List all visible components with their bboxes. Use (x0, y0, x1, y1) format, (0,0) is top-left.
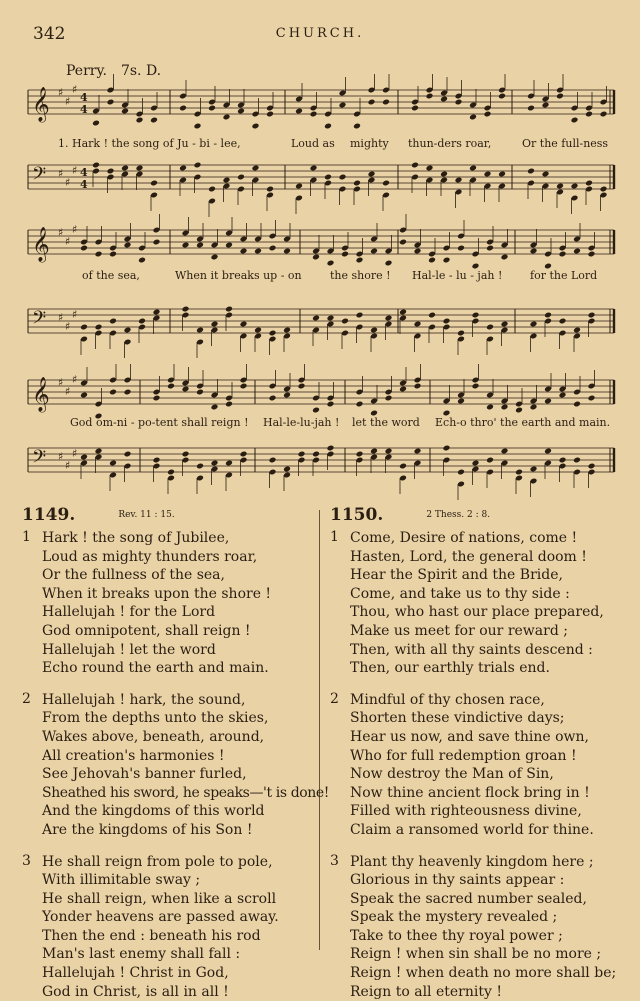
verse-line: Hallelujah ! hark, the sound, (22, 691, 322, 710)
note-head (121, 108, 129, 115)
verse-line: Come, and take us to thy side : (330, 585, 630, 604)
verse-line: Man's last enemy shall fall : (22, 945, 322, 964)
note-head (283, 392, 291, 399)
note-head (472, 312, 480, 319)
note-head (341, 251, 349, 258)
hymn-1149 (22, 505, 322, 1001)
note-head (254, 327, 262, 334)
sharp-sign: ♯ (58, 167, 63, 180)
note-head (327, 260, 335, 267)
treble-clef: 𝄞 (32, 227, 50, 263)
note-head (310, 111, 318, 118)
lyric-s3-a: God om-ni - po-tent shall reign ! (70, 416, 249, 429)
note-head (196, 327, 204, 334)
note-head (571, 117, 579, 124)
note-head (327, 315, 335, 322)
bass-clef: 𝄢 (32, 447, 46, 472)
note-head (370, 448, 378, 455)
note-head (385, 315, 393, 322)
note-head (269, 330, 277, 337)
note-head (515, 469, 523, 476)
note-head (136, 117, 144, 124)
verse-line: Hallelujah ! for the Lord (22, 603, 322, 622)
sharp-sign: ♯ (72, 308, 77, 321)
note-head (501, 404, 509, 411)
note-head (600, 111, 608, 118)
note-head (124, 451, 132, 458)
verse-line: Shorten these vindictive days; (330, 709, 630, 728)
note-head (457, 245, 465, 252)
verse-line: God omnipotent, shall reign ! (22, 622, 322, 641)
note-head (484, 171, 492, 178)
note-head (501, 254, 509, 261)
note-head (240, 451, 248, 458)
note-head (428, 312, 436, 319)
verse-line: Speak the mystery revealed ; (330, 908, 630, 927)
verse-line: Are the kingdoms of his Son ! (22, 821, 322, 840)
note-head (356, 312, 364, 319)
note-head (455, 99, 463, 106)
note-head (240, 321, 248, 328)
note-head (153, 395, 161, 402)
note-head (240, 383, 248, 390)
verse-line: Now destroy the Man of Sin, (330, 765, 630, 784)
verse-line: Hallelujah ! Christ in God, (22, 964, 322, 983)
lyric-s2-e: for the Lord (530, 269, 597, 282)
note-head (95, 251, 103, 258)
note-head (472, 460, 480, 467)
note-head (356, 401, 364, 408)
note-head (167, 469, 175, 476)
note-head (80, 245, 88, 252)
note-head (428, 257, 436, 264)
note-head (573, 248, 581, 255)
sharp-sign: ♯ (65, 176, 70, 189)
note-head (399, 386, 407, 393)
note-head (252, 123, 260, 130)
note-head (298, 451, 306, 458)
note-head (339, 174, 347, 181)
note-head (269, 395, 277, 402)
note-head (469, 165, 477, 172)
verse-line: When it breaks upon the shore ! (22, 585, 322, 604)
note-head (136, 165, 144, 172)
verse-line: Then, our earthly trials end. (330, 659, 630, 678)
note-head (455, 177, 463, 184)
stanza (22, 691, 322, 840)
note-head (414, 321, 422, 328)
lyric-s2-b: When it breaks up - on (175, 269, 302, 282)
stanza-number: 3 (330, 853, 339, 869)
note-head (573, 457, 581, 464)
note-head (225, 460, 233, 467)
note-head (310, 165, 318, 172)
sharp-sign: ♯ (65, 235, 70, 248)
verse-line: Reign ! when sin shall be no more ; (330, 945, 630, 964)
note-head (312, 451, 320, 458)
scripture-reference: Rev. 11 : 15. (118, 510, 174, 520)
verse-line: Mindful of thy chosen race, (330, 691, 630, 710)
note-head (399, 309, 407, 316)
verse-line: From the depths unto the skies, (22, 709, 322, 728)
note-head (295, 183, 303, 190)
note-head (353, 123, 361, 130)
sharp-sign: ♯ (72, 447, 77, 460)
note-head (585, 180, 593, 187)
hymn-number: 1150. (330, 505, 383, 525)
note-head (411, 162, 419, 169)
note-head (530, 321, 538, 328)
note-head (588, 251, 596, 258)
note-head (109, 251, 117, 258)
note-head (515, 407, 523, 414)
note-head (179, 105, 187, 112)
verse-line: Hallelujah ! let the word (22, 641, 322, 660)
note-head (556, 183, 564, 190)
note-head (556, 93, 564, 100)
note-head (411, 105, 419, 112)
note-head (559, 392, 567, 399)
note-head (440, 96, 448, 103)
note-head (327, 401, 335, 408)
sharp-sign: ♯ (72, 164, 77, 177)
sharp-sign: ♯ (58, 311, 63, 324)
verse-line: Plant thy heavenly kingdom here ; (330, 853, 630, 872)
bass-clef: 𝄢 (32, 164, 46, 189)
note-head (211, 404, 219, 411)
note-head (530, 466, 538, 473)
sharp-sign: ♯ (65, 320, 70, 333)
note-head (544, 312, 552, 319)
note-head (426, 93, 434, 100)
sharp-sign: ♯ (58, 86, 63, 99)
time-signature: 4 (80, 178, 88, 191)
note-head (124, 242, 132, 249)
verse-line: Who for full redemption groan ! (330, 747, 630, 766)
hymn-1150 (330, 505, 630, 1001)
note-head (544, 398, 552, 405)
note-head (530, 248, 538, 255)
verse-line: Wakes above, beneath, around, (22, 728, 322, 747)
verse-line: And the kingdoms of this world (22, 802, 322, 821)
note-head (527, 168, 535, 175)
note-head (107, 168, 115, 175)
note-head (95, 448, 103, 455)
verse-line: Echo round the earth and main. (22, 659, 322, 678)
note-head (223, 114, 231, 121)
note-head (312, 407, 320, 414)
treble-clef: 𝄞 (32, 87, 50, 123)
note-head (542, 102, 550, 109)
note-head (382, 180, 390, 187)
note-head (80, 392, 88, 399)
verse-line: Hear us now, and save thine own, (330, 728, 630, 747)
note-head (414, 383, 422, 390)
stanza (22, 529, 322, 678)
note-head (225, 306, 233, 313)
note-head (182, 386, 190, 393)
sharp-sign: ♯ (72, 83, 77, 96)
note-head (385, 395, 393, 402)
note-head (269, 245, 277, 252)
note-head (385, 448, 393, 455)
note-head (356, 451, 364, 458)
note-head (121, 165, 129, 172)
note-head (324, 123, 332, 130)
note-head (559, 318, 567, 325)
note-head (153, 309, 161, 316)
verse-line: All creation's harmonies ! (22, 747, 322, 766)
note-head (211, 321, 219, 328)
note-head (385, 260, 393, 267)
sharp-sign: ♯ (65, 385, 70, 398)
sharp-sign: ♯ (58, 226, 63, 239)
note-head (153, 457, 161, 464)
treble-clef: 𝄞 (32, 377, 50, 413)
note-head (138, 318, 146, 325)
note-head (266, 186, 274, 193)
note-head (498, 93, 506, 100)
note-head (501, 321, 509, 328)
lyric-s2-a: of the sea, (82, 269, 140, 282)
note-head (339, 102, 347, 109)
note-head (283, 248, 291, 255)
lyric-s1-c: mighty (350, 137, 389, 150)
note-head (559, 251, 567, 258)
lyric-s2-c: the shore ! (330, 269, 391, 282)
note-head (252, 165, 260, 172)
note-head (138, 257, 146, 264)
verse-line: Make us meet for our reward ; (330, 622, 630, 641)
note-head (356, 257, 364, 264)
verse-line: Take to thee thy royal power ; (330, 927, 630, 946)
note-head (182, 451, 190, 458)
stanza-number: 1 (330, 529, 339, 545)
note-head (469, 114, 477, 121)
lyric-s3-c: let the word (352, 416, 420, 429)
lyric-s3-d: Ech-o thro' the earth and main. (435, 416, 610, 429)
note-head (368, 99, 376, 106)
note-head (295, 108, 303, 115)
verse-line: With illimitable sway ; (22, 871, 322, 890)
note-head (588, 395, 596, 402)
note-head (501, 448, 509, 455)
note-head (237, 108, 245, 115)
verse-line: Yonder heavens are passed away. (22, 908, 322, 927)
running-head: CHURCH. (0, 26, 640, 41)
note-head (486, 245, 494, 252)
note-head (457, 469, 465, 476)
note-head (109, 389, 117, 396)
verse-line: See Jehovah's banner furled, (22, 765, 322, 784)
note-head (370, 248, 378, 255)
note-head (283, 327, 291, 334)
stanza (330, 691, 630, 840)
verse-line: Filled with righteousness divine, (330, 802, 630, 821)
note-head (208, 186, 216, 193)
note-head (153, 239, 161, 246)
note-head (486, 324, 494, 331)
note-head (107, 99, 115, 106)
verse-line: Hear the Spirit and the Bride, (330, 566, 630, 585)
note-head (194, 123, 202, 130)
verse-line: Then the end : beneath his rod (22, 927, 322, 946)
note-head (182, 242, 190, 249)
stanza-number: 2 (22, 691, 31, 707)
note-head (196, 389, 204, 396)
verse-line: Hark ! the song of Jubilee, (22, 529, 322, 548)
verse-line: He shall reign from pole to pole, (22, 853, 322, 872)
note-head (472, 383, 480, 390)
sharp-sign: ♯ (58, 376, 63, 389)
verse-line: Come, Desire of nations, come ! (330, 529, 630, 548)
lyric-s2-d: Hal-le - lu - jah ! (412, 269, 502, 282)
note-head (414, 248, 422, 255)
note-head (414, 448, 422, 455)
verse-line: Claim a ransomed world for thine. (330, 821, 630, 840)
hymn-number: 1149. (22, 505, 75, 525)
note-head (382, 99, 390, 106)
note-head (484, 111, 492, 118)
note-head (443, 445, 451, 452)
lyric-s1-e: Or the full-ness (522, 137, 608, 150)
note-head (486, 457, 494, 464)
note-head (124, 389, 132, 396)
note-head (457, 398, 465, 405)
note-head (527, 105, 535, 112)
note-head (486, 404, 494, 411)
note-head (225, 242, 233, 249)
note-head (573, 327, 581, 334)
note-head (150, 117, 158, 124)
note-head (440, 171, 448, 178)
note-head (544, 448, 552, 455)
note-head (80, 324, 88, 331)
note-head (167, 383, 175, 390)
scripture-reference: 2 Thess. 2 : 8. (426, 510, 490, 520)
note-head (353, 180, 361, 187)
verse-line: Reign to all eternity ! (330, 983, 630, 1001)
note-head (341, 318, 349, 325)
tune-meter: 7s. D. (121, 63, 161, 79)
note-head (327, 445, 335, 452)
note-head (95, 324, 103, 331)
time-signature: 4 (80, 91, 88, 104)
stanza-number: 3 (22, 853, 31, 869)
verse-line: Thou, who hast our place prepared, (330, 603, 630, 622)
note-head (399, 239, 407, 246)
sharp-sign: ♯ (72, 373, 77, 386)
note-head (443, 318, 451, 325)
time-signature: 4 (80, 166, 88, 179)
note-head (573, 401, 581, 408)
verse-line: Then, with all thy saints descend : (330, 641, 630, 660)
note-head (498, 171, 506, 178)
note-head (211, 460, 219, 467)
sharp-sign: ♯ (72, 223, 77, 236)
note-head (542, 171, 550, 178)
note-head (208, 105, 216, 112)
note-head (399, 463, 407, 470)
sharp-sign: ♯ (58, 450, 63, 463)
bass-clef: 𝄢 (32, 308, 46, 333)
note-head (179, 165, 187, 172)
note-head (370, 327, 378, 334)
verse-line: Glorious in thy saints appear : (330, 871, 630, 890)
note-head (80, 454, 88, 461)
note-head (124, 327, 132, 334)
stanza-number: 1 (22, 529, 31, 545)
verse-line: Hasten, Lord, the general doom ! (330, 548, 630, 567)
tune-name: Perry. (66, 63, 107, 79)
note-head (237, 174, 245, 181)
lyric-s1-a: 1. Hark ! the song of Ju - bi - lee, (58, 137, 241, 150)
note-head (588, 463, 596, 470)
note-head (269, 457, 277, 464)
note-head (254, 248, 262, 255)
verse-line: God in Christ, is all in all ! (22, 983, 322, 1001)
verse-line: Speak the sacred number sealed, (330, 890, 630, 909)
note-head (312, 254, 320, 261)
note-head (559, 457, 567, 464)
verse-line: Reign ! when death no more shall be; (330, 964, 630, 983)
note-head (225, 401, 233, 408)
note-head (223, 177, 231, 184)
note-head (283, 466, 291, 473)
note-head (92, 162, 100, 169)
note-head (585, 111, 593, 118)
note-head (312, 315, 320, 322)
note-head (588, 312, 596, 319)
stanza-number: 2 (330, 691, 339, 707)
page-number: 342 (33, 24, 65, 44)
verse-line: He shall reign, when like a scroll (22, 890, 322, 909)
verse-line: Loud as mighty thunders roar, (22, 548, 322, 567)
note-head (150, 180, 158, 187)
note-head (298, 383, 306, 390)
note-head (92, 120, 100, 127)
note-head (211, 254, 219, 261)
note-head (266, 111, 274, 118)
note-head (194, 162, 202, 169)
stanza (330, 529, 630, 678)
note-head (530, 404, 538, 411)
note-head (196, 463, 204, 470)
note-head (426, 165, 434, 172)
note-head (443, 257, 451, 264)
time-signature: 4 (80, 103, 88, 116)
note-head (240, 248, 248, 255)
lyric-s1-d: thun-ders roar, (408, 137, 491, 150)
verse-line: Or the fullness of the sea, (22, 566, 322, 585)
verse-line: Sheathed his sword, he speaks—'t is done! (22, 784, 322, 803)
note-head (182, 306, 190, 313)
sharp-sign: ♯ (65, 95, 70, 108)
note-head (600, 186, 608, 193)
verse-line: Now thine ancient flock bring in ! (330, 784, 630, 803)
lyric-s3-b: Hal-le-lu-jah ! (263, 416, 339, 429)
note-head (368, 171, 376, 178)
note-head (457, 330, 465, 337)
note-head (196, 242, 204, 249)
sharp-sign: ♯ (65, 459, 70, 472)
note-head (109, 460, 117, 467)
note-head (109, 318, 117, 325)
note-head (324, 174, 332, 181)
note-head (571, 183, 579, 190)
lyric-s1-b: Loud as (291, 137, 335, 150)
